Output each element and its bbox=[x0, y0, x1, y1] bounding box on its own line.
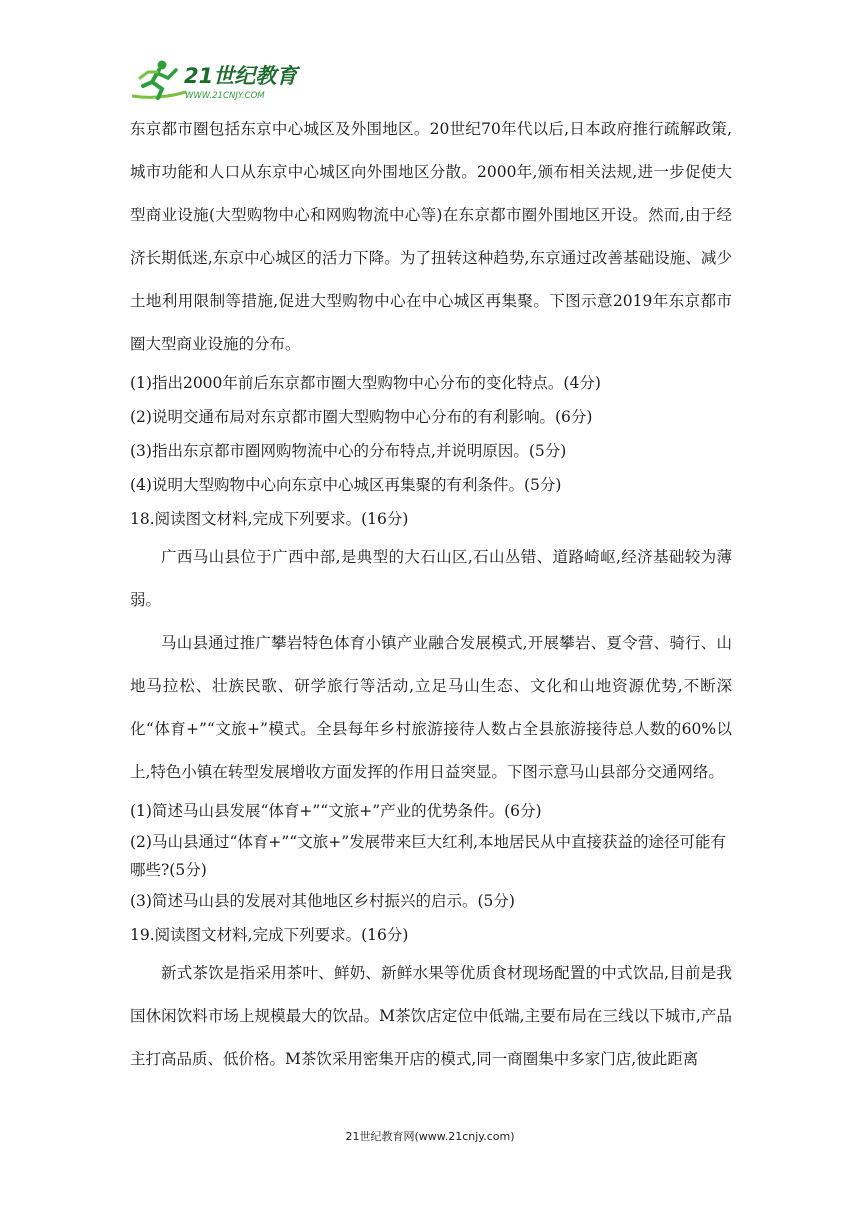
q19-paragraph: 新式茶饮是指采用茶叶、鲜奶、新鲜水果等优质食材现场配置的中式饮品,目前是我国休闲饮料市场上规模最大的饮品。M茶饮店定位中低端,主要布局在三线以下城市,产品主打高品质、低价格。M茶饮采用密集开店的模式,同一商圈集中多家门店,彼此距离 bbox=[130, 964, 732, 1068]
site-logo bbox=[128, 56, 308, 106]
logo-brand-text: 21世纪教育 bbox=[184, 64, 298, 88]
q17-item: (3)指出东京都市圈网购物流中心的分布特点,并说明原因。(5分) bbox=[130, 442, 567, 460]
q17-item: (1)指出2000年前后东京都市圈大型购物中心分布的变化特点。(4分) bbox=[130, 374, 601, 392]
document-body bbox=[130, 108, 732, 1081]
q18-paragraph: 马山县通过推广攀岩特色体育小镇产业融合发展模式,开展攀岩、夏令营、骑行、山地马拉松、壮族民歌、研学旅行等活动,立足马山生态、文化和山地资源优势,不断深化“体育+”“文旅+”模式。全县每年乡村旅游接待人数占全县旅游接待总人数的60%以上,特色小镇在转型发展增收方面发挥的作用日益突显。下图示意马山县部分交通网络。 bbox=[130, 634, 732, 781]
q18-heading: 18.阅读图文材料,完成下列要求。(16分) bbox=[130, 510, 409, 528]
q19-heading: 19.阅读图文材料,完成下列要求。(16分) bbox=[130, 926, 409, 944]
page-footer: 21世纪教育网(www.21cnjy.com) bbox=[345, 1130, 515, 1143]
q18-item: (2)马山县通过“体育+”“文旅+”发展带来巨大红利,本地居民从中直接获益的途径可能有哪些?(5分) bbox=[130, 833, 727, 879]
q17-material-paragraph: 东京都市圈包括东京中心城区及外围地区。20世纪70年代以后,日本政府推行疏解政策,城市功能和人口从东京中心城区向外围地区分散。2000年,颁布相关法规,进一步促使大型商业设施(大型购物中心和网购物流中心等)在东京都市圈外围地区开设。然而,由于经济长期低迷,东京中心城区的活力下降。为了扭转这种趋势,东京通过改善基础设施、减少土地利用限制等措施,促进大型购物中心在中心城区再集聚。下图示意2019年东京都市圈大型商业设施的分布。 bbox=[130, 120, 732, 353]
q17-item: (4)说明大型购物中心向东京中心城区再集聚的有利条件。(5分) bbox=[130, 476, 562, 494]
logo-url-text: WWW.21CNJY.COM bbox=[185, 91, 265, 101]
runner-logo-icon bbox=[128, 56, 308, 106]
q17-item: (2)说明交通布局对东京都市圈大型购物中心分布的有利影响。(6分) bbox=[130, 408, 593, 426]
q18-item: (1)简述马山县发展“体育+”“文旅+”产业的优势条件。(6分) bbox=[130, 802, 542, 820]
q18-paragraph: 广西马山县位于广西中部,是典型的大石山区,石山丛错、道路崎岖,经济基础较为薄弱。 bbox=[130, 548, 732, 609]
q18-item: (3)简述马山县的发展对其他地区乡村振兴的启示。(5分) bbox=[130, 892, 515, 910]
